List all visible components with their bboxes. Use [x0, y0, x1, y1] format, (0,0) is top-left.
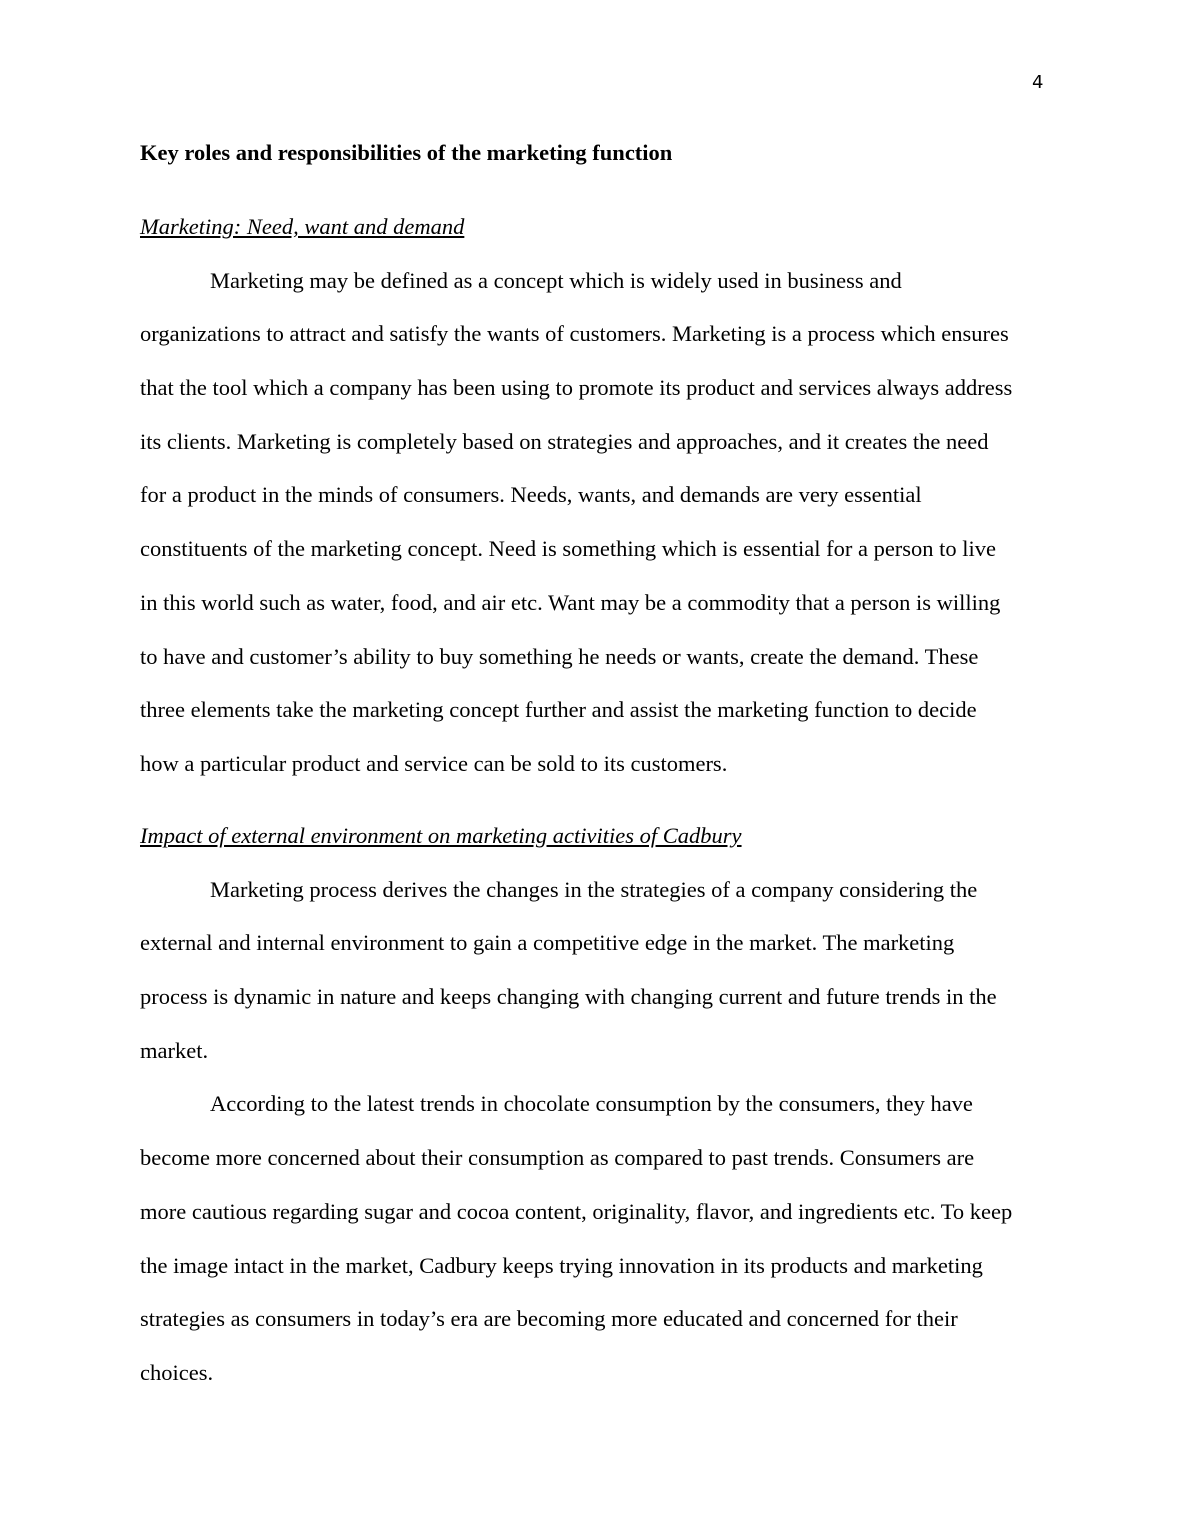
paragraph: [140, 1077, 1060, 1399]
paragraph-line: Marketing process derives the changes in the strategies of a company considering the: [210, 876, 978, 902]
paragraph-line: for a product in the minds of consumers. Needs, wants, and demands are very essential: [140, 482, 922, 508]
page-heading: Key roles and responsibilities of the marketing function: [140, 140, 673, 165]
page-number: 4: [1032, 72, 1044, 93]
paragraph-line: to have and customer’s ability to buy something he needs or wants, create the demand. These: [140, 643, 979, 669]
heading-block: [140, 126, 1060, 180]
paragraph-line: market.: [140, 1037, 209, 1063]
paragraph-line: organizations to attract and satisfy the wants of customers. Marketing is a process which ensures: [140, 321, 1009, 347]
paragraph-line: external and internal environment to gain a competitive edge in the market. The marketing: [140, 930, 955, 956]
paragraph-line: process is dynamic in nature and keeps changing with changing current and future trends in the: [140, 984, 997, 1010]
paragraph-line: Marketing may be defined as a concept which is widely used in business and: [210, 267, 902, 293]
section-subheading: Marketing: Need, want and demand: [140, 214, 465, 239]
section-subheading: Impact of external environment on marketing activities of Cadbury: [140, 823, 742, 848]
paragraph-line: how a particular product and service can be sold to its customers.: [140, 750, 728, 776]
paragraph-line: that the tool which a company has been using to promote its product and services always address: [140, 375, 1013, 401]
paragraph: [140, 863, 1060, 1078]
paragraph-line: more cautious regarding sugar and cocoa content, originality, flavor, and ingredients etc. To keep: [140, 1198, 1013, 1224]
paragraph-line: According to the latest trends in chocolate consumption by the consumers, they have: [210, 1091, 973, 1117]
paragraph-line: its clients. Marketing is completely based on strategies and approaches, and it creates the need: [140, 428, 989, 454]
paragraph-line: the image intact in the market, Cadbury keeps trying innovation in its products and marketing: [140, 1252, 983, 1278]
paragraph-line: strategies as consumers in today’s era are becoming more educated and concerned for their: [140, 1306, 958, 1332]
paragraph-line: three elements take the marketing concept further and assist the marketing function to decide: [140, 697, 977, 723]
paragraph-line: choices.: [140, 1359, 214, 1385]
section-2: [140, 809, 1060, 1400]
paragraph: [140, 254, 1060, 791]
paragraph-line: in this world such as water, food, and air etc. Want may be a commodity that a person is willing: [140, 589, 1001, 615]
paragraph-line: constituents of the marketing concept. Need is something which is essential for a person to live: [140, 536, 997, 562]
section-1: [140, 200, 1060, 791]
paragraph-line: become more concerned about their consumption as compared to past trends. Consumers are: [140, 1145, 975, 1171]
